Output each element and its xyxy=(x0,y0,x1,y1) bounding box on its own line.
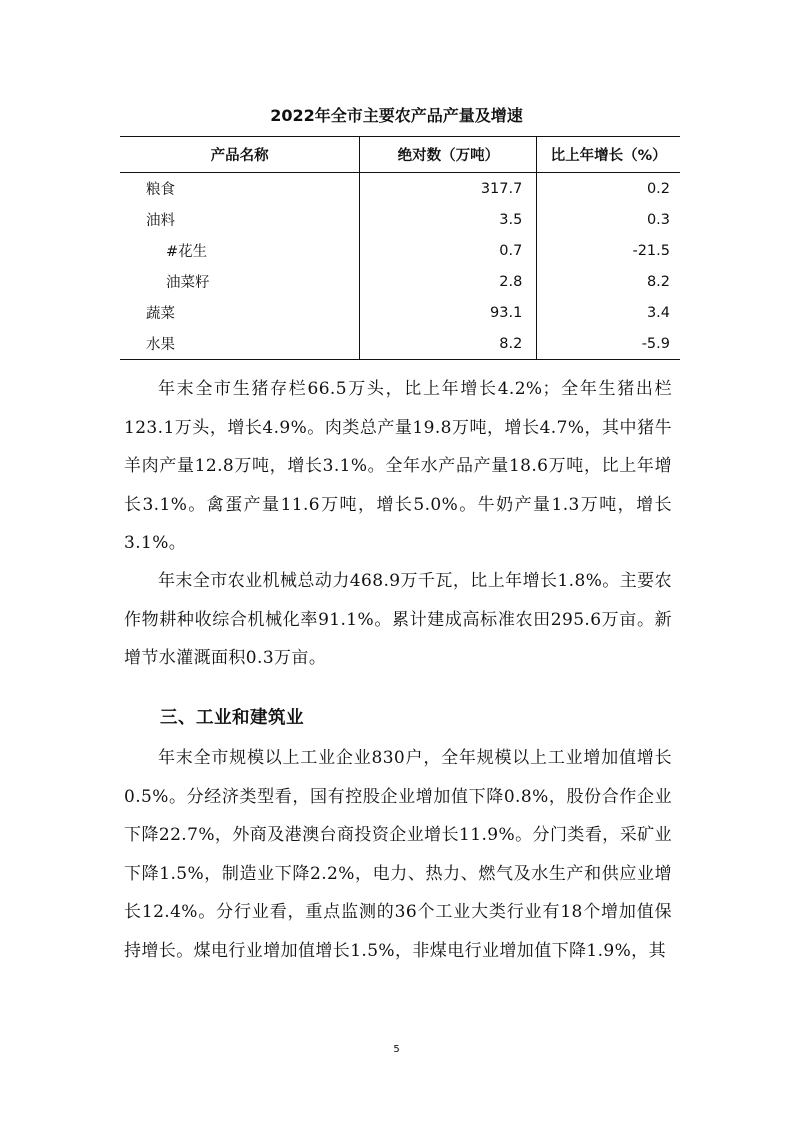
paragraph-text: 年末全市生猪存栏66.5万头，比上年增长4.2%；全年生猪出栏123.1万头，增长4.9%。肉类总产量19.8万吨，增长4.7%，其中猪牛羊肉产量12.8万吨，增长3.1%。全年水产品产量18.6万吨，比上年增长3.1%。禽蛋产量11.6万吨，增长5.0%。牛奶产量1.3万吨，增长3.1%。 xyxy=(124,379,672,553)
page-number: 5 xyxy=(393,1044,400,1055)
livestock-paragraph xyxy=(124,370,672,563)
growth-value: -5.9 xyxy=(537,328,680,360)
product-name: 油料 xyxy=(146,213,175,229)
machinery-paragraph xyxy=(124,562,672,678)
header-product-name: 产品名称 xyxy=(120,137,360,173)
growth-value: 3.4 xyxy=(537,297,680,328)
paragraph-text: 年末全市规模以上工业企业830户，全年规模以上工业增加值增长0.5%。分经济类型看，国有控股企业增加值下降0.8%，股份合作企业下降22.7%，外商及港澳台商投资企业增长11.9%。分门类看，采矿业下降1.5%，制造业下降2.2%，电力、热力、燃气及水生产和供应业增长12.4%。分行业看，重点监测的36个工业大类行业有18个增加值保持增长。煤电行业增加值增长1.5%，非煤电行业增加值下降1.9%，其 xyxy=(124,748,672,961)
growth-value: 0.2 xyxy=(537,173,680,205)
table-row xyxy=(120,173,680,205)
absolute-value: 317.7 xyxy=(360,173,537,205)
absolute-value: 2.8 xyxy=(360,266,537,297)
table-row xyxy=(120,235,680,266)
header-absolute: 绝对数（万吨） xyxy=(360,137,537,173)
table-row xyxy=(120,204,680,235)
growth-value: 0.3 xyxy=(537,204,680,235)
growth-value: -21.5 xyxy=(537,235,680,266)
paragraph-text: 年末全市农业机械总动力468.9万千瓦，比上年增长1.8%。主要农作物耕种收综合机械化率91.1%。累计建成高标准农田295.6万亩。新增节水灌溉面积0.3万亩。 xyxy=(124,571,672,668)
header-growth: 比上年增长（%） xyxy=(537,137,680,173)
table-row xyxy=(120,266,680,297)
absolute-value: 0.7 xyxy=(360,235,537,266)
absolute-value: 3.5 xyxy=(360,204,537,235)
table-header-row xyxy=(120,137,680,173)
absolute-value: 8.2 xyxy=(360,328,537,360)
product-name: #花生 xyxy=(166,244,208,260)
product-name: 粮食 xyxy=(146,182,175,198)
agri-products-table xyxy=(120,136,680,360)
section-heading: 三、工业和建筑业 xyxy=(160,708,304,728)
table-title: 2022年全市主要农产品产量及增速 xyxy=(270,106,523,125)
product-name: 蔬菜 xyxy=(146,306,175,322)
table-row xyxy=(120,297,680,328)
product-name: 油菜籽 xyxy=(166,275,210,291)
product-name: 水果 xyxy=(120,328,360,360)
industry-paragraph xyxy=(124,739,672,970)
table-row xyxy=(120,328,680,360)
growth-value: 8.2 xyxy=(537,266,680,297)
absolute-value: 93.1 xyxy=(360,297,537,328)
